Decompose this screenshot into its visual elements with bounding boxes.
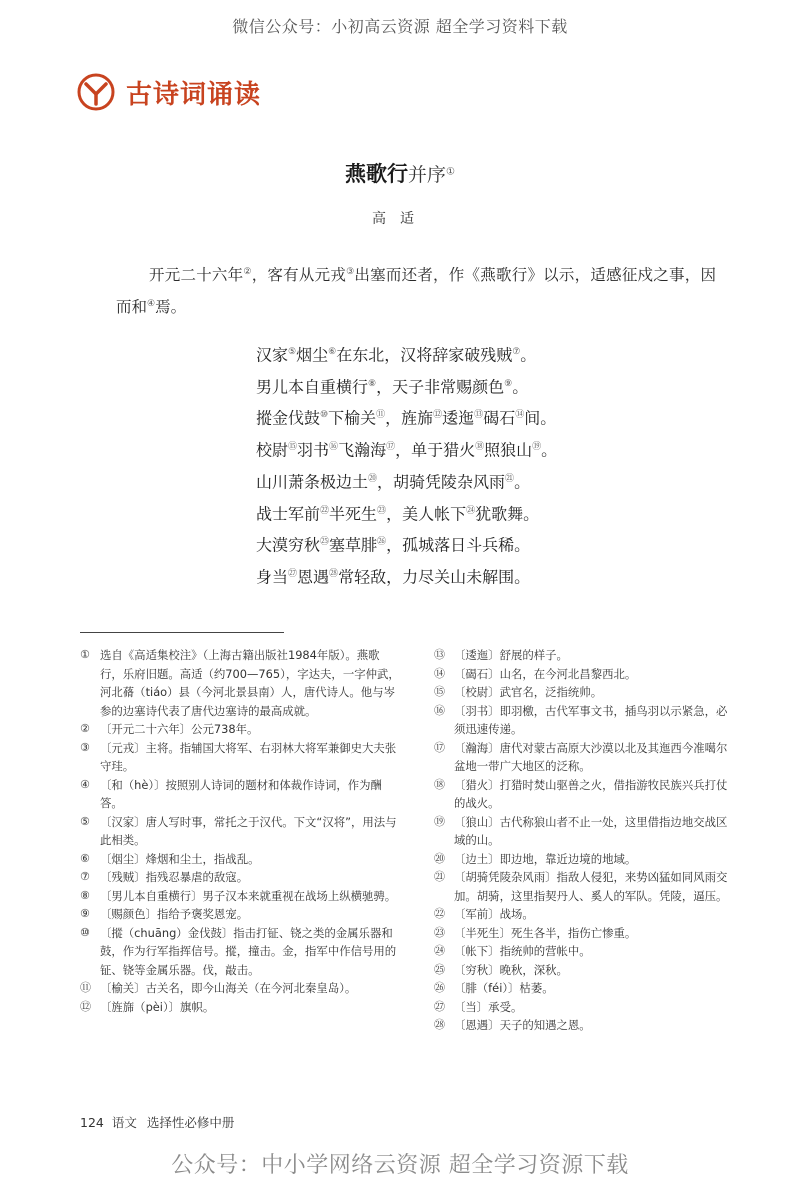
text-segment: 恩遇 (297, 567, 330, 587)
footnote-item (80, 868, 402, 887)
text-segment: 。 (520, 345, 537, 365)
footnote-marker: ② (243, 267, 252, 277)
footnote-text: 〔猎火〕打猎时焚山驱兽之火，借指游牧民族兴兵打仗的战火。 (454, 777, 728, 810)
footnote-number: ⑭ (434, 666, 445, 680)
footnote-item (80, 776, 402, 813)
circle-chevron-icon (74, 70, 118, 114)
footnote-marker: ㉘ (329, 569, 339, 580)
footnote-item (80, 998, 402, 1017)
footnote-marker: ㉑ (505, 473, 515, 484)
footnote-marker: ㉔ (466, 505, 476, 516)
footnote-number: ㉒ (434, 907, 445, 920)
text-segment: ，单于猎火 (395, 440, 476, 460)
footnote-text: 〔逶迤〕舒展的样子。 (454, 648, 568, 662)
footnote-text: 〔碣石〕山名，在今河北昌黎西北。 (454, 666, 637, 681)
footnote-number: ㉔ (434, 944, 445, 957)
text-segment: ，孤城落日斗兵稀。 (386, 535, 531, 555)
footnote-item (80, 813, 402, 850)
footnote-marker: ⑨ (504, 378, 513, 389)
footnote-marker: ⑬ (474, 410, 484, 421)
text-segment: 。 (512, 377, 529, 397)
section-title: 古诗词诵读 (126, 79, 262, 110)
footnote-text: 〔狼山〕古代称狼山者不止一处，这里借指边地交战区域的山。 (454, 814, 728, 847)
footnote-marker: ⑦ (512, 347, 521, 357)
footnote-text: 〔摐（chuāng）金伐鼓〕指击打钲、铙之类的金属乐器和鼓，作为行军指挥信号。摐，撞击。金，指军中作信号用的钲、铙等金属乐器。伐，敲击。 (100, 925, 397, 977)
footnote-text: 〔胡骑凭陵杂风雨〕指敌人侵犯，来势凶猛如同风雨交加。胡骑，这里指契丹人、奚人的军队。凭陵，逼压。 (454, 870, 728, 903)
footnote-marker: ⑳ (368, 473, 378, 484)
footnote-number: ⑧ (80, 888, 90, 902)
text-segment: 常轻敌，力尽关山未解围。 (338, 567, 531, 587)
footnote-item (434, 905, 738, 924)
footnote-marker: ㉒ (320, 505, 330, 516)
page-number: 124 (80, 1115, 104, 1130)
footnote-text: 〔穷秋〕晚秋，深秋。 (454, 962, 568, 977)
footnote-item (80, 850, 402, 869)
footnote-marker: ㉗ (288, 569, 298, 580)
footnote-number: ⑨ (80, 907, 90, 920)
footnote-text: 〔和（hè）〕按照别人诗词的题材和体裁作诗词，作为酬答。 (100, 777, 382, 810)
text-segment: 间。 (524, 408, 557, 428)
poem-line (256, 497, 676, 529)
footnote-text: 〔榆关〕古关名，即今山海关（在今河北秦皇岛）。 (100, 981, 357, 995)
text-segment: 。 (514, 472, 531, 492)
poem-title-footnote-marker: ① (446, 166, 455, 178)
footnote-number: ⑬ (434, 648, 445, 661)
text-segment: 下榆关 (328, 408, 377, 428)
footnote-text: 〔恩遇〕天子的知遇之恩。 (454, 1018, 591, 1032)
text-segment: ，旌旆 (385, 408, 434, 428)
footnote-number: ⑰ (434, 740, 445, 754)
text-segment: ，美人帐下 (386, 504, 467, 523)
footnote-marker: ⑱ (475, 442, 485, 453)
footnote-item (434, 979, 738, 998)
footnote-text: 〔帐下〕指统帅的营帐中。 (454, 944, 591, 958)
footnote-text: 〔元戎〕主将。指辅国大将军、右羽林大将军兼御史大夫张守珪。 (100, 740, 397, 773)
footnote-item (434, 924, 738, 943)
footnote-number: ① (80, 648, 90, 661)
footnote-item (434, 665, 738, 684)
footer-book-title: 选择性必修中册 (146, 1115, 235, 1130)
poem-author: 高适 (372, 211, 428, 227)
footnote-text: 〔边土〕即边地，靠近边境的地域。 (454, 851, 637, 866)
poem-line (256, 465, 676, 497)
footnote-item (434, 646, 738, 665)
footnote-number: ⑱ (434, 777, 445, 791)
footnote-text: 〔军前〕战场。 (454, 907, 534, 921)
bottom-watermark-banner: 公众号：中小学网络云资源 超全学习资源下载 (171, 1153, 629, 1178)
text-segment: 羽书 (297, 440, 330, 460)
text-segment: 出塞而还者，作《燕歌行》以示，适感征戍之事，因而和 (116, 266, 716, 317)
footnote-number: ⑫ (80, 999, 91, 1013)
text-segment: 塞草腓 (329, 535, 378, 555)
text-segment: ，胡骑凭陵杂风雨 (377, 472, 506, 492)
top-watermark-banner: 微信公众号：小初高云资源 超全学习资料下载 (232, 17, 568, 36)
poem-title-subtitle: 并序 (408, 164, 447, 186)
poem-preface (116, 258, 716, 322)
poem-line (256, 528, 676, 560)
footnote-text: 〔残贼〕指残忍暴虐的敌寇。 (100, 870, 249, 884)
poem-line (256, 433, 676, 465)
footnote-marker: ㉕ (320, 537, 330, 548)
footnote-item (434, 868, 738, 905)
footnote-marker: ④ (147, 299, 156, 310)
poem-line (256, 338, 676, 370)
footnote-number: ⑳ (434, 851, 445, 865)
footnote-text: 〔腓（féi）〕枯萎。 (454, 981, 554, 995)
footnote-marker: ⑲ (532, 442, 542, 453)
footnote-marker: ⑰ (386, 442, 396, 453)
footnote-number: ⑯ (434, 703, 445, 717)
text-segment: 在东北，汉将辞家破残贼 (336, 345, 513, 365)
footnote-number: ⑪ (80, 981, 91, 994)
text-segment: 碣石 (483, 408, 516, 428)
text-segment: 大漠穷秋 (256, 535, 321, 555)
footnote-text: 〔男儿本自重横行〕男子汉本来就重视在战场上纵横驰骋。 (100, 888, 397, 903)
footnote-item (80, 739, 402, 776)
text-segment: 校尉 (256, 440, 289, 460)
footnote-marker: ③ (346, 267, 355, 277)
footnote-number: ⑤ (80, 814, 90, 828)
footnote-number: ⑥ (80, 851, 90, 865)
poem-line (256, 560, 676, 592)
footnote-number: ⑦ (80, 870, 90, 883)
text-segment: 男儿本自重横行 (256, 377, 369, 397)
footnote-marker: ⑭ (515, 410, 525, 421)
text-segment: ，客有从元戎 (251, 266, 347, 285)
footnote-item (80, 924, 402, 980)
footnote-text: 〔瀚海〕唐代对蒙古高原大沙漠以北及其迤西今准噶尔盆地一带广大地区的泛称。 (454, 740, 728, 773)
text-segment: 。 (541, 440, 558, 460)
text-segment: 半死生 (329, 504, 378, 523)
footnote-item (434, 1016, 738, 1035)
footnote-number: ② (80, 722, 90, 735)
poem-body (256, 338, 676, 592)
page-footer (80, 1113, 234, 1131)
poem-title (0, 158, 800, 188)
text-segment: 飞瀚海 (338, 440, 387, 460)
footnote-number: ㉘ (434, 1018, 445, 1031)
text-segment: 焉。 (155, 298, 187, 317)
footnote-text: 〔半死生〕死生各半，指伤亡惨重。 (454, 925, 637, 940)
text-segment: 山川萧条极边土 (256, 472, 369, 492)
footnote-item (434, 850, 738, 869)
poem-line (256, 401, 676, 433)
footnote-text: 〔校尉〕武官名，泛指统帅。 (454, 685, 603, 699)
footnote-text: 〔赐颜色〕指给予褒奖恩宠。 (100, 907, 249, 921)
footer-subject: 语文 (111, 1115, 137, 1130)
footnote-marker: ㉓ (377, 505, 387, 516)
text-segment: 烟尘 (296, 345, 329, 365)
footnote-item (434, 813, 738, 850)
text-segment: ，天子非常赐颜色 (376, 377, 505, 397)
footnote-item (80, 720, 402, 739)
footnote-number: ⑮ (434, 685, 445, 698)
footnote-text: 〔开元二十六年〕公元738年。 (100, 722, 259, 736)
footnote-item (434, 961, 738, 980)
footnote-number: ㉓ (434, 925, 445, 939)
footnote-number: ㉗ (434, 999, 445, 1013)
poem-title-main: 燕歌行 (345, 161, 408, 186)
footnote-number: ⑩ (80, 925, 90, 939)
footnote-marker: ⑯ (329, 442, 339, 453)
footnote-item (80, 979, 402, 998)
footnote-marker: ⑪ (376, 410, 386, 421)
footnote-item (434, 702, 738, 739)
footnote-text: 〔旌旆（pèi）〕旗帜。 (100, 999, 215, 1014)
footnote-number: ㉖ (434, 981, 445, 994)
footnotes-right-column (434, 646, 738, 1035)
section-header (74, 70, 261, 114)
footnote-marker: ⑫ (433, 410, 443, 421)
footnote-text: 〔羽书〕即羽檄，古代军事文书，插鸟羽以示紧急，必须迅速传递。 (454, 703, 728, 736)
text-segment: 摐金伐鼓 (256, 408, 321, 428)
footnote-text: 选自《高适集校注》（上海古籍出版社1984年版）。燕歌行，乐府旧题。高适（约700—765），字达夫，一字仲武，河北蓨（tiáo）县（今河北景县南）人，唐代诗人。他与岑参的边塞诗代表了唐代边塞诗的最高成就。 (100, 648, 400, 718)
footnote-marker: ⑩ (320, 410, 329, 421)
footnote-text: 〔当〕承受。 (454, 999, 523, 1014)
footnote-marker: ㉖ (377, 537, 387, 548)
text-segment: 开元二十六年 (149, 266, 244, 285)
text-segment: 身当 (256, 567, 289, 587)
footnote-item (80, 887, 402, 906)
text-segment: 逶迤 (442, 408, 475, 428)
footnote-text: 〔烟尘〕烽烟和尘土，指战乱。 (100, 851, 260, 866)
footnote-item (434, 998, 738, 1017)
footnote-marker: ⑥ (328, 347, 337, 357)
footnote-item (80, 646, 402, 720)
footnote-number: ㉑ (434, 870, 445, 883)
footnote-number: ⑲ (434, 814, 445, 828)
footnote-number: ㉕ (434, 962, 445, 976)
text-segment: 战士军前 (256, 504, 321, 523)
footnote-number: ④ (80, 777, 90, 791)
footnote-text: 〔汉家〕唐人写时事，常托之于汉代。下文“汉将”，用法与此相类。 (100, 814, 397, 847)
footnotes-left-column (80, 646, 402, 1016)
footnote-item (434, 942, 738, 961)
footnote-item (434, 683, 738, 702)
poem-line (256, 370, 676, 402)
footnote-item (80, 905, 402, 924)
text-segment: 照狼山 (484, 440, 533, 460)
footnote-item (434, 739, 738, 776)
footnote-marker: ⑮ (288, 442, 298, 453)
footnote-divider (80, 632, 284, 633)
text-segment: 犹歌舞。 (475, 504, 540, 523)
footnote-item (434, 776, 738, 813)
footnote-number: ③ (80, 740, 90, 754)
text-segment: 汉家 (256, 345, 289, 365)
footnote-marker: ⑧ (368, 378, 377, 389)
footnote-marker: ⑤ (288, 347, 297, 357)
